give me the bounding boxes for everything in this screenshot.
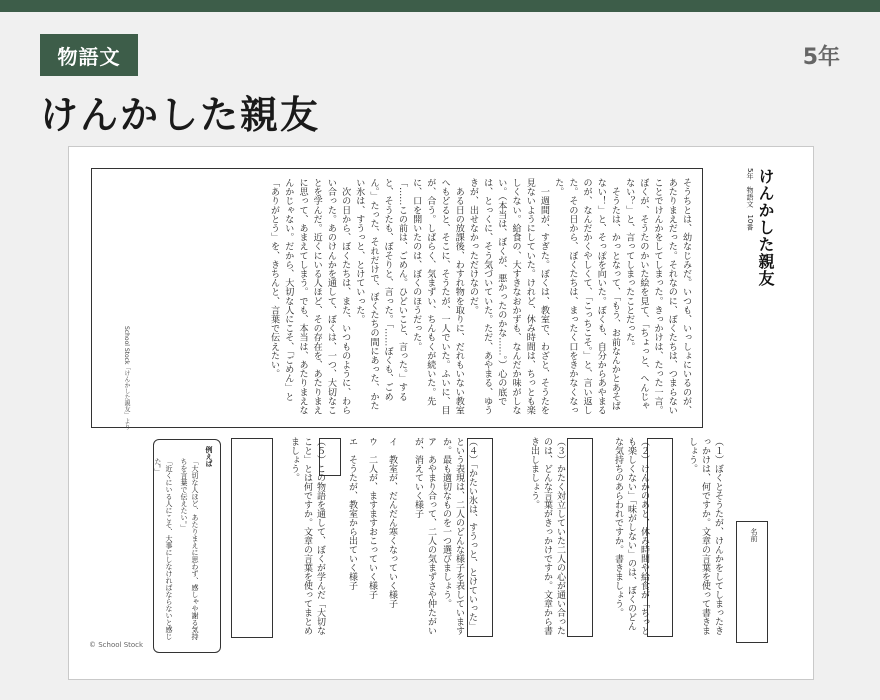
- story-credit: School Stock「けんかした親友」より: [123, 326, 130, 431]
- answer-box-5[interactable]: [231, 438, 273, 638]
- answer-box-1[interactable]: [647, 438, 673, 637]
- category-badge: 物語文: [40, 34, 138, 76]
- example-label: 例えば: [205, 446, 213, 467]
- story-box: [91, 168, 703, 431]
- example-line-1: 「大切な人ほど、あたりまえに思わず、感しゃや謝る気持ちを言葉で伝えたい。」: [180, 458, 199, 640]
- choice-e: エ そうたが、教室から出ていく様子: [347, 437, 357, 590]
- example-box: [153, 439, 221, 653]
- choice-i: イ 教室が、だんだん寒くなっていく様子: [387, 437, 397, 608]
- question-4: （４）「かたい氷は、すうっと、とけていった」という表現は、二人のどんな様子を表していますか。最も適切なものを一つ選びましょう。: [441, 437, 477, 635]
- copyright: © School Stock: [89, 641, 144, 649]
- question-3: （３）かたく対立していた二人の心が通い合ったのは、どんな言葉がきっかけですか。文章から書き出しましょう。: [529, 437, 565, 635]
- worksheet-title: けんかした親友: [756, 168, 775, 287]
- question-2: （２）けんかのあと、休み時間や給食が「ちっとも楽しくない」「味がしない」のは、ぼくのどんな気持ちのあらわれですか。書きましょう。: [613, 437, 649, 635]
- name-label: 名前: [750, 528, 758, 542]
- page-title: けんかした親友: [40, 93, 321, 137]
- grade-label: 5年: [802, 45, 840, 70]
- example-line-2: 「近くにいる人にこそ、大事にしなければならないと感じた。」: [154, 458, 173, 640]
- choice-u: ウ 二人が、ますますおこっていく様子: [367, 437, 377, 599]
- question-1: （１）ぼくとそうたが、けんかをしてしまったきっかけは、何ですか。文章の言葉を使って書きましょう。: [687, 437, 723, 635]
- choice-a: ア あやまり合って、二人の気まずさや仲たがいが、消えていく様子: [413, 437, 436, 635]
- worksheet-info: 5年 物語文 10番: [746, 168, 754, 231]
- top-accent-bar: [0, 0, 880, 12]
- question-5: （５）この物語を通して、ぼくが学んだ「大切なこと」とは何ですか。文章の言葉を使ってまとめましょう。: [289, 437, 325, 635]
- answer-box-2[interactable]: [567, 438, 593, 637]
- worksheet-preview: [68, 146, 814, 680]
- name-field[interactable]: [736, 521, 768, 643]
- story-text: そうちとは、幼なじみだ。いつも、いっしょにいるのが、あたりまえだった。それなのに、ぼくたちは、つまらないことでけんかをしてしまった。きっかけは、たった一言。ぼくが、そうたのかいた絵を見て、「ちょっと、へんじゃない？」と、言ってしまったことだった。 そうたは、かっとなって、「もう、お前なんかとあそばない！」と、そっぽを向いた。ぼくも、自分からあやまるのが、なんだかくやしくて、「こっちこそ。」と、言い返した。その日から、ぼくたちは、まったく口をきかなくなった。 一週間が、すぎた。ぼくは、教室で、わざと、そうたを見ないようにしていた。けれど、休み時間は、ちっとも楽しくない。給食の、大すきなおかずも、なんだか味がしない。（本当は、ぼくが、悪かったのかな……。）心の底では、とっくに、そう気づいていた。ただ、あやまる、ゆうきが、出せなかっただけなのだ。 ある日の放課後、わすれ物を取りに、だれもいない教室へもどると、そこに、そうたが、一人でいた。ふいに、目が、合う。しばらく、気まずい、ちんもくが続いた。先に、口を開いたのは、ぼくのほうだった。 「……この前は、ごめん。ひどいこと、言った。」すると、そうたも、ぼそりと、言った。「……ぼくも、ごめん。」たった、それだけで、ぼくたちの間にあった、かたい氷は、すうっと、とけていった。 次の日から、ぼくたちは、また、いつものように、わらい合った。あのけんかを通して、ぼくは、一つ、大切なことを学んだ。近くにいる人ほど、その存在を、あたりまえに思って、あまえてしまう。でも、本当は、あたりまえなんかじゃない。だから、大切な人にこそ、「ごめん」と「ありがとう」を、きちんと、言葉で伝えたい。: [269, 178, 691, 415]
